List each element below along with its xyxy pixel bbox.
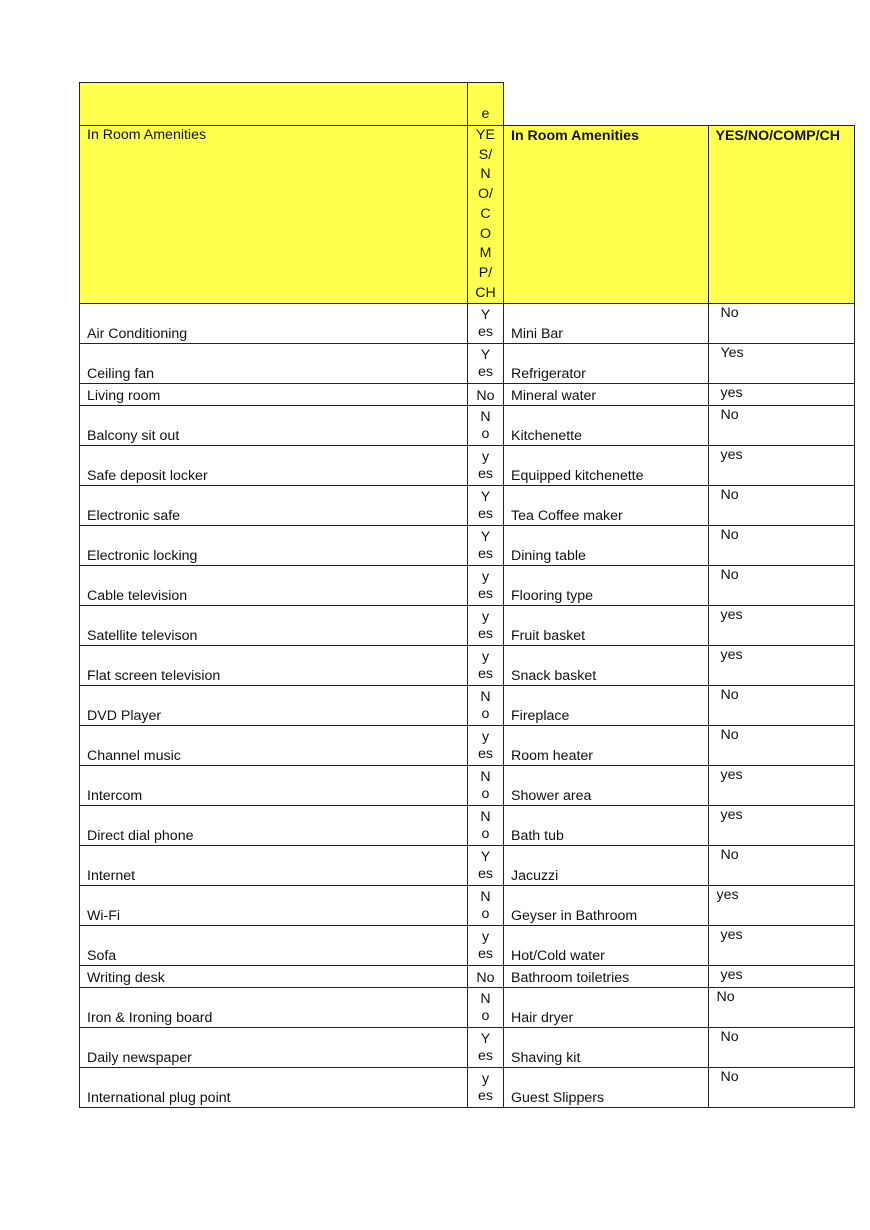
- amenity-cell-right: [504, 646, 709, 686]
- amenity-cell-right: [504, 988, 709, 1028]
- amenity-label: Flat screen television: [87, 668, 221, 684]
- header-cell-4: [708, 126, 854, 304]
- table-row: [80, 926, 855, 966]
- amenity-cell-right: [504, 1028, 709, 1068]
- header-col2-label: [468, 126, 503, 303]
- table-row: [80, 1028, 855, 1068]
- top-strip-empty-3: [504, 83, 709, 126]
- amenity-cell: [80, 566, 468, 606]
- amenity-cell: [80, 384, 468, 406]
- amenity-cell-right: [504, 1068, 709, 1108]
- amenity-label-right: Flooring type: [511, 588, 594, 604]
- table-row: [80, 406, 855, 446]
- availability-line-2: es: [478, 546, 493, 562]
- amenity-label: Air Conditioning: [87, 326, 188, 342]
- answer-value: yes: [720, 647, 743, 663]
- availability-cell: [468, 806, 504, 846]
- amenity-cell-right: [504, 606, 709, 646]
- table-row: [80, 344, 855, 384]
- amenity-cell: [80, 846, 468, 886]
- availability-line-1: Y: [480, 529, 491, 545]
- header-cell-1: [80, 126, 468, 304]
- amenity-label-right: Jacuzzi: [511, 868, 559, 884]
- answer-value: No: [716, 989, 735, 1005]
- amenity-label: Electronic locking: [87, 548, 198, 564]
- header-row: [80, 126, 855, 304]
- answer-cell: [708, 1068, 854, 1108]
- amenity-label: Internet: [87, 868, 136, 884]
- amenity-cell-right: [504, 966, 709, 988]
- table-row: [80, 686, 855, 726]
- availability-cell: [468, 486, 504, 526]
- availability-line-2: es: [478, 324, 493, 340]
- availability-line-2: es: [478, 666, 493, 682]
- availability-cell: [468, 686, 504, 726]
- header-col2-line: O/: [478, 186, 493, 203]
- amenity-label: DVD Player: [87, 708, 162, 724]
- availability-line-2: es: [478, 946, 493, 962]
- amenities-sheet: [79, 82, 851, 1108]
- availability-cell: [468, 304, 504, 344]
- answer-value: yes: [720, 967, 743, 983]
- amenities-table: [79, 82, 855, 1108]
- availability-cell: [468, 846, 504, 886]
- availability-line-2: es: [478, 866, 493, 882]
- table-row: [80, 446, 855, 486]
- header-col2-line: N: [480, 166, 491, 183]
- answer-value: yes: [720, 447, 743, 463]
- table-row: [80, 384, 855, 406]
- availability-cell: [468, 766, 504, 806]
- availability-cell: [468, 886, 504, 926]
- amenity-cell: [80, 766, 468, 806]
- amenity-cell: [80, 1028, 468, 1068]
- answer-cell: [708, 566, 854, 606]
- table-row: [80, 606, 855, 646]
- availability-line-1: Y: [480, 1031, 491, 1047]
- availability-line-1: y: [481, 929, 490, 945]
- availability-line-2: o: [481, 906, 490, 922]
- amenity-cell-right: [504, 304, 709, 344]
- answer-cell: [708, 1028, 854, 1068]
- answer-value: No: [720, 407, 739, 423]
- answer-value: No: [720, 847, 739, 863]
- amenity-cell-right: [504, 344, 709, 384]
- amenity-label-right: Equipped kitchenette: [511, 468, 644, 484]
- amenity-cell-right: [504, 846, 709, 886]
- header-col2-line: P/: [478, 264, 493, 281]
- amenity-label-right: Room heater: [511, 748, 594, 764]
- answer-value: yes: [720, 807, 743, 823]
- header-col2-line: C: [480, 205, 491, 222]
- availability-line-1: y: [481, 569, 490, 585]
- amenity-cell: [80, 486, 468, 526]
- amenity-label-right: Bathroom toiletries: [511, 970, 630, 986]
- availability-cell: [468, 384, 504, 406]
- amenity-cell: [80, 1068, 468, 1108]
- availability-line-1: y: [481, 729, 490, 745]
- answer-cell: [708, 646, 854, 686]
- header-col2-line: O: [479, 225, 492, 242]
- amenity-cell-right: [504, 446, 709, 486]
- top-strip-row: [80, 83, 855, 126]
- answer-value: yes: [720, 767, 743, 783]
- table-row: [80, 486, 855, 526]
- amenity-label: Cable television: [87, 588, 188, 604]
- amenity-label-right: Shaving kit: [511, 1050, 581, 1066]
- availability-line-1: Y: [480, 489, 491, 505]
- header-col2-line: S/: [478, 146, 493, 163]
- amenity-label-right: Snack basket: [511, 668, 597, 684]
- amenity-label: Intercom: [87, 788, 143, 804]
- availability-cell: [468, 988, 504, 1028]
- answer-cell: [708, 886, 854, 926]
- table-row: [80, 988, 855, 1028]
- availability-line-2: es: [478, 1048, 493, 1064]
- amenity-cell: [80, 966, 468, 988]
- amenity-label: Ceiling fan: [87, 366, 155, 382]
- amenity-cell-right: [504, 526, 709, 566]
- amenity-label-right: Shower area: [511, 788, 592, 804]
- amenity-cell-right: [504, 486, 709, 526]
- table-row: [80, 304, 855, 344]
- availability-cell: [468, 1068, 504, 1108]
- amenity-label: Direct dial phone: [87, 828, 194, 844]
- availability-line-1: N: [480, 409, 491, 425]
- amenity-cell-right: [504, 806, 709, 846]
- top-strip-cell-1: [80, 83, 468, 126]
- header-cell-3: [504, 126, 709, 304]
- amenity-label-right: Hot/Cold water: [511, 948, 605, 964]
- availability-line-1: y: [481, 449, 490, 465]
- availability-line-2: o: [481, 786, 490, 802]
- top-strip-empty-4: [708, 83, 854, 126]
- availability-line-1: N: [480, 991, 491, 1007]
- table-row: [80, 1068, 855, 1108]
- amenity-cell-right: [504, 566, 709, 606]
- availability-cell: [468, 726, 504, 766]
- availability-line-1: y: [481, 1071, 490, 1087]
- availability-line-1: N: [480, 769, 491, 785]
- availability-line-1: Y: [480, 347, 491, 363]
- header-col2-prefix: e: [481, 106, 490, 122]
- availability-line-1: Y: [480, 849, 491, 865]
- availability-cell: [468, 446, 504, 486]
- table-row: [80, 726, 855, 766]
- top-strip-cell-2: [468, 83, 504, 126]
- header-col2-line: M: [479, 245, 492, 262]
- amenity-label-right: Dining table: [511, 548, 586, 564]
- answer-cell: [708, 344, 854, 384]
- amenity-cell: [80, 344, 468, 384]
- amenity-cell: [80, 926, 468, 966]
- table-row: [80, 966, 855, 988]
- amenity-cell: [80, 686, 468, 726]
- amenity-label: Channel music: [87, 748, 181, 764]
- answer-cell: [708, 686, 854, 726]
- availability-line-2: o: [481, 1008, 490, 1024]
- header-col3-label: In Room Amenities: [511, 128, 639, 144]
- answer-value: No: [720, 487, 739, 503]
- amenity-label: Safe deposit locker: [87, 468, 208, 484]
- table-row: [80, 846, 855, 886]
- answer-cell: [708, 726, 854, 766]
- amenity-label: Satellite televison: [87, 628, 198, 644]
- availability-line-1: Y: [480, 307, 491, 323]
- availability-cell: [468, 646, 504, 686]
- amenity-label-right: Fruit basket: [511, 628, 586, 644]
- amenity-label-right: Refrigerator: [511, 366, 586, 382]
- answer-cell: [708, 806, 854, 846]
- amenity-label-right: Geyser in Bathroom: [511, 908, 638, 924]
- amenity-label-right: Bath tub: [511, 828, 564, 844]
- availability-line-2: es: [478, 466, 493, 482]
- amenity-label-right: Tea Coffee maker: [511, 508, 623, 524]
- availability-line-2: es: [478, 626, 493, 642]
- amenity-cell: [80, 446, 468, 486]
- amenity-label: Living room: [87, 388, 161, 404]
- answer-value: Yes: [720, 345, 744, 361]
- availability-cell: [468, 926, 504, 966]
- table-row: [80, 526, 855, 566]
- amenity-label-right: Mineral water: [511, 388, 597, 404]
- availability-line-2: es: [478, 586, 493, 602]
- answer-value: No: [720, 305, 739, 321]
- availability-line-1: y: [481, 609, 490, 625]
- amenity-label: Wi-Fi: [87, 908, 121, 924]
- availability-cell: [468, 966, 504, 988]
- amenity-cell: [80, 526, 468, 566]
- amenity-cell-right: [504, 726, 709, 766]
- amenity-cell-right: [504, 384, 709, 406]
- availability-cell: [468, 344, 504, 384]
- amenity-label: Writing desk: [87, 970, 165, 986]
- answer-cell: [708, 966, 854, 988]
- amenity-label-right: Guest Slippers: [511, 1090, 605, 1106]
- answer-cell: [708, 486, 854, 526]
- answer-value: yes: [720, 607, 743, 623]
- amenity-label: Balcony sit out: [87, 428, 180, 444]
- amenity-cell-right: [504, 926, 709, 966]
- availability-line-1: N: [480, 689, 491, 705]
- table-row: [80, 646, 855, 686]
- availability-line-1: y: [481, 649, 490, 665]
- availability-value: No: [476, 388, 495, 404]
- answer-value: yes: [716, 887, 739, 903]
- answer-cell: [708, 304, 854, 344]
- answer-cell: [708, 988, 854, 1028]
- answer-value: No: [720, 727, 739, 743]
- amenity-cell: [80, 988, 468, 1028]
- amenity-cell-right: [504, 886, 709, 926]
- amenity-cell: [80, 806, 468, 846]
- answer-cell: [708, 606, 854, 646]
- availability-line-2: es: [478, 364, 493, 380]
- amenity-cell: [80, 606, 468, 646]
- amenity-cell: [80, 406, 468, 446]
- answer-value: No: [720, 1029, 739, 1045]
- table-row: [80, 886, 855, 926]
- answer-cell: [708, 766, 854, 806]
- availability-line-2: es: [478, 746, 493, 762]
- availability-cell: [468, 606, 504, 646]
- amenity-label: International plug point: [87, 1090, 231, 1106]
- amenity-cell: [80, 646, 468, 686]
- amenity-label-right: Fireplace: [511, 708, 570, 724]
- amenity-cell-right: [504, 406, 709, 446]
- table-row: [80, 806, 855, 846]
- answer-cell: [708, 406, 854, 446]
- availability-cell: [468, 566, 504, 606]
- header-col2-line: CH: [475, 284, 496, 301]
- amenity-label: Daily newspaper: [87, 1050, 192, 1066]
- answer-value: No: [720, 567, 739, 583]
- availability-cell: [468, 1028, 504, 1068]
- availability-cell: [468, 406, 504, 446]
- answer-value: yes: [720, 927, 743, 943]
- answer-value: No: [720, 687, 739, 703]
- availability-line-2: o: [481, 826, 490, 842]
- amenity-cell: [80, 886, 468, 926]
- availability-line-1: N: [480, 889, 491, 905]
- header-cell-2: [468, 126, 504, 304]
- amenity-label-right: Mini Bar: [511, 326, 564, 342]
- availability-line-1: N: [480, 809, 491, 825]
- amenity-cell-right: [504, 766, 709, 806]
- amenity-label-right: Hair dryer: [511, 1010, 574, 1026]
- amenity-label-right: Kitchenette: [511, 428, 582, 444]
- table-row: [80, 566, 855, 606]
- amenity-label: Sofa: [87, 948, 117, 964]
- availability-value: No: [476, 970, 495, 986]
- availability-line-2: o: [481, 706, 490, 722]
- availability-line-2: o: [481, 426, 490, 442]
- answer-cell: [708, 446, 854, 486]
- amenity-cell-right: [504, 686, 709, 726]
- answer-value: yes: [720, 385, 743, 401]
- answer-cell: [708, 526, 854, 566]
- availability-line-2: es: [478, 506, 493, 522]
- answer-cell: [708, 926, 854, 966]
- amenity-label: Electronic safe: [87, 508, 181, 524]
- header-col1-label: In Room Amenities: [87, 127, 207, 143]
- answer-value: No: [720, 527, 739, 543]
- availability-cell: [468, 526, 504, 566]
- amenity-label: Iron & Ironing board: [87, 1010, 213, 1026]
- amenity-cell: [80, 726, 468, 766]
- header-col2-line: YE: [476, 127, 495, 143]
- header-col4-label: YES/NO/COMP/CH: [715, 128, 841, 144]
- availability-line-2: es: [478, 1088, 493, 1104]
- answer-value: No: [720, 1069, 739, 1085]
- answer-cell: [708, 384, 854, 406]
- amenity-cell: [80, 304, 468, 344]
- table-row: [80, 766, 855, 806]
- answer-cell: [708, 846, 854, 886]
